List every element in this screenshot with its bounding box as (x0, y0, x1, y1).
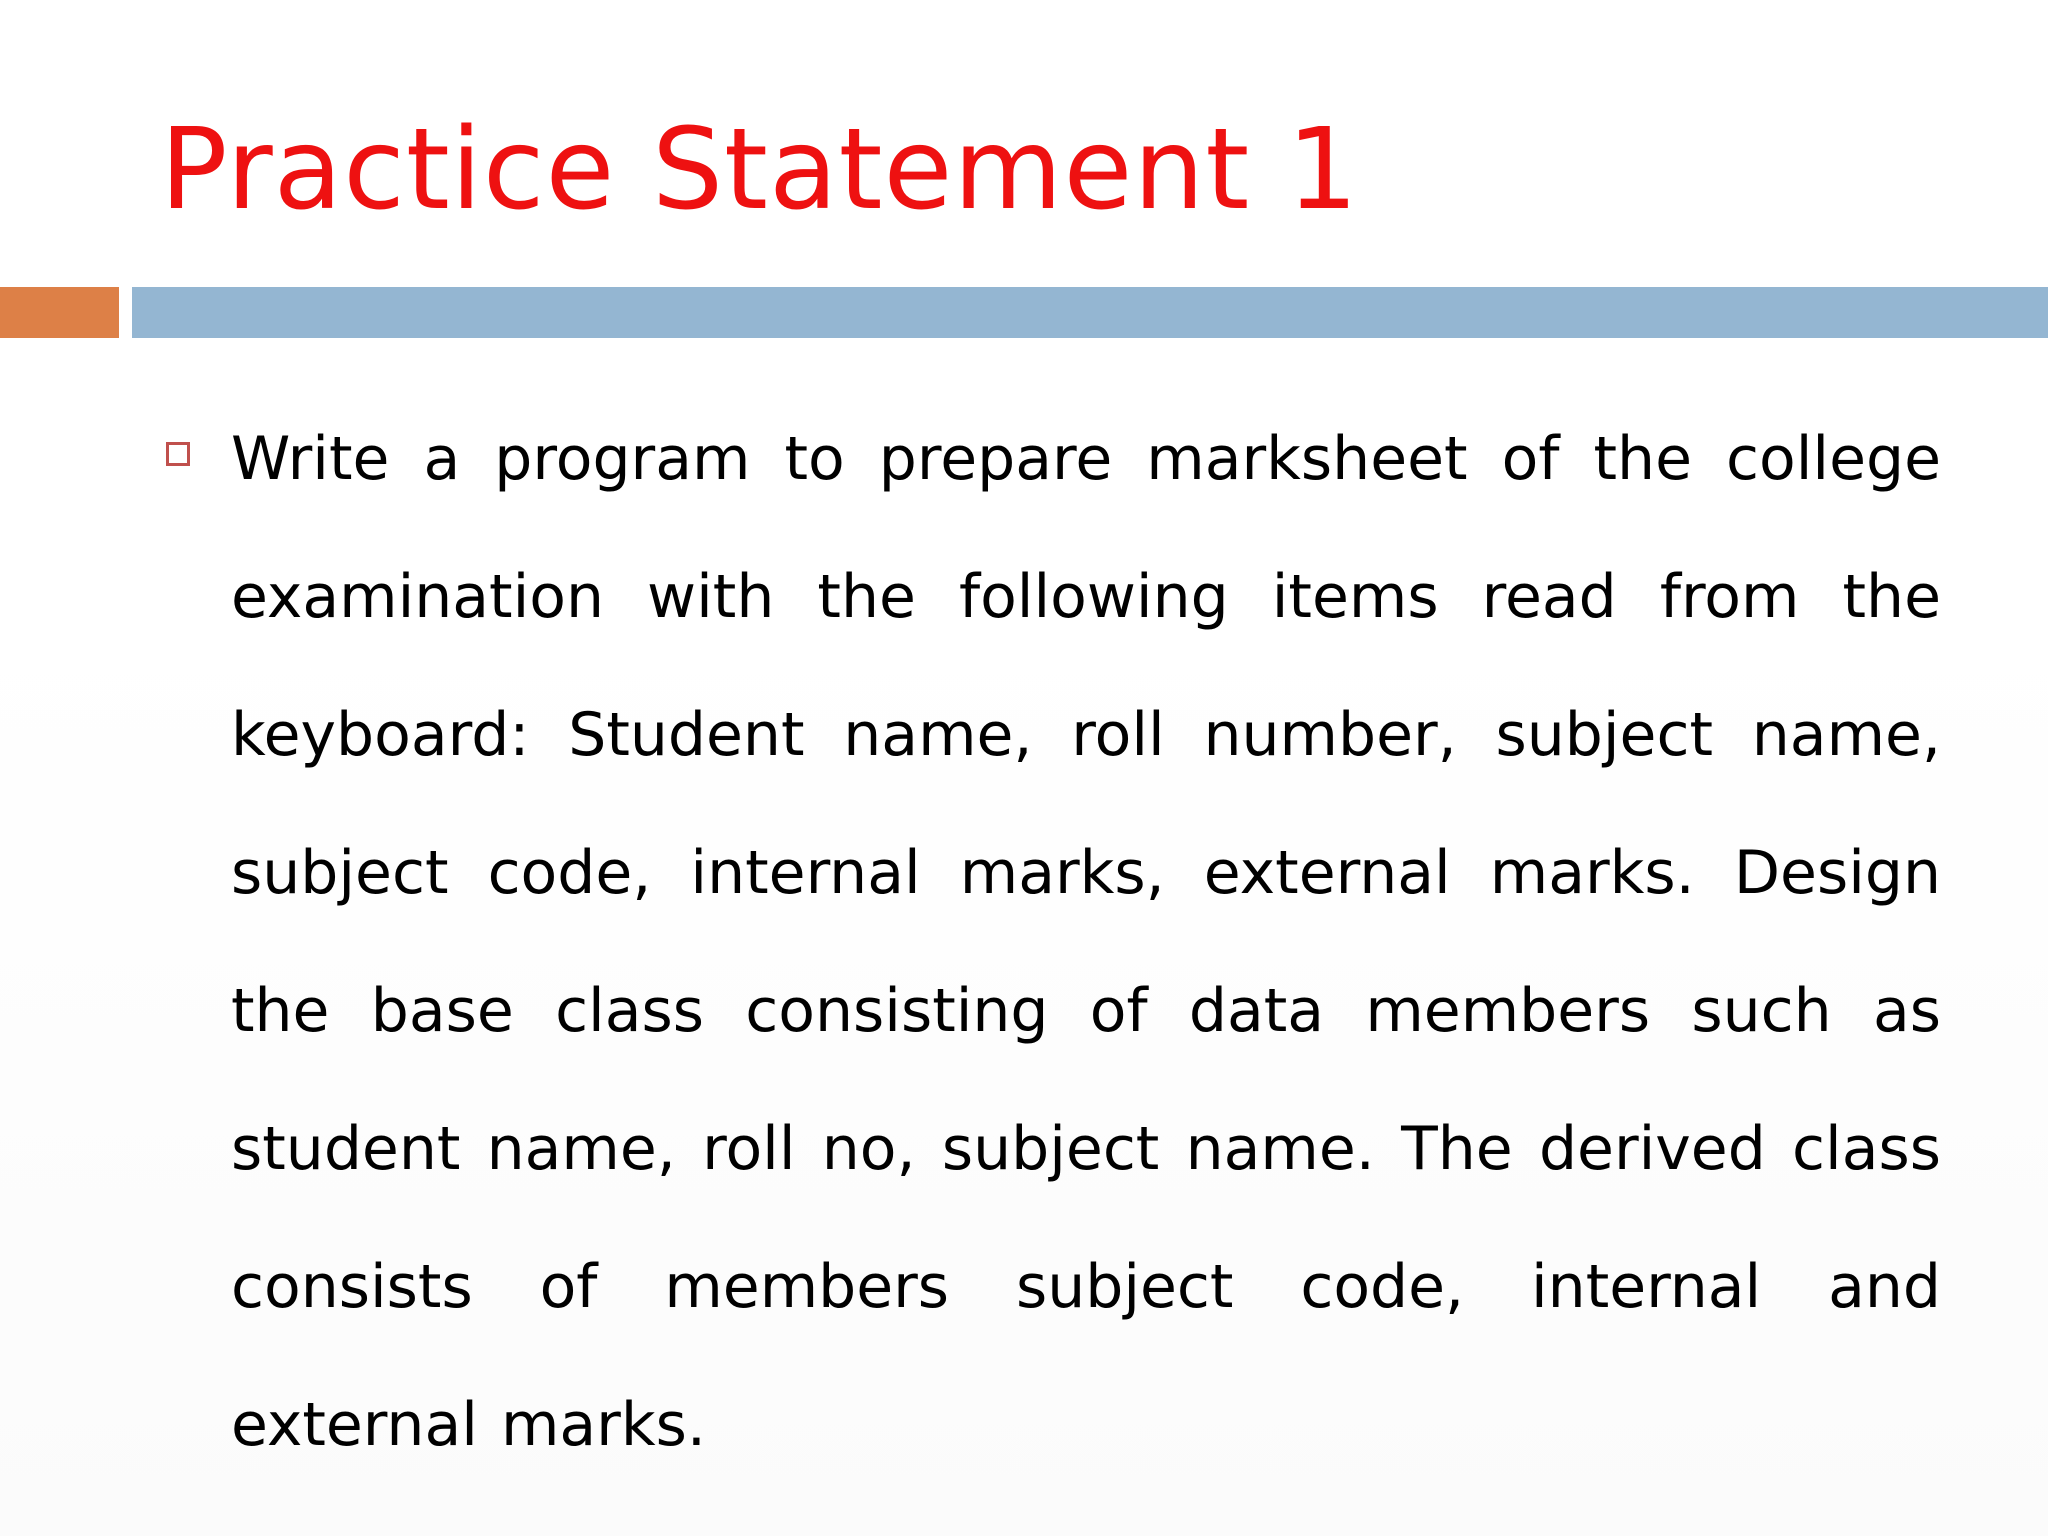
bullet-text: Write a program to prepare marksheet of the college examination with the following items read from the keyboard: Student name, roll number, subject name, subject code, internal marks, external marks. Design the base class consisting of data members such as student name, roll no, subject name. The derived class consists of members subject code, internal and external marks. (231, 424, 1941, 1460)
accent-bar-blue (132, 287, 2048, 338)
accent-bar-orange (0, 287, 119, 338)
slide-title: Practice Statement 1 (160, 105, 1360, 235)
square-bullet-icon (166, 442, 190, 466)
